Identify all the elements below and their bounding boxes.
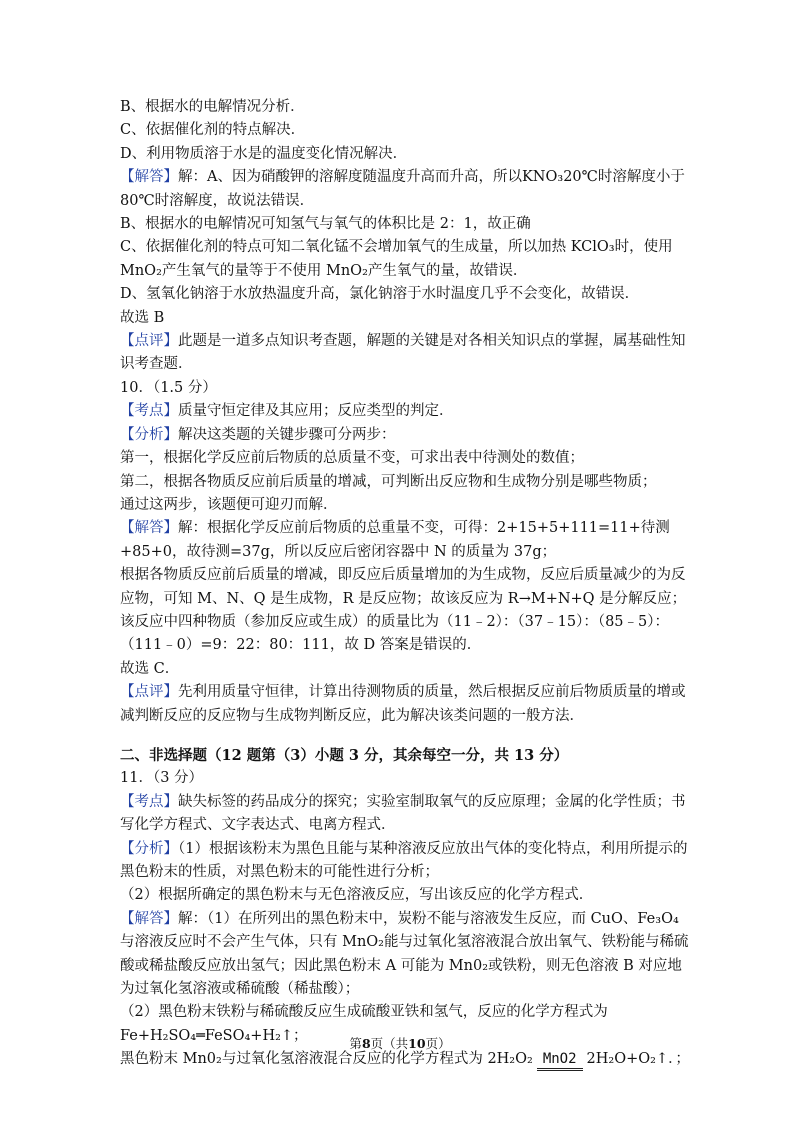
analysis-block <box>120 838 690 885</box>
text-line: D、利用物质溶于水是的温度变化情况解决． <box>120 145 408 162</box>
comment-tag: 【点评】 <box>120 684 178 701</box>
text-line: （2）根据所确定的黑色粉末与无色溶液反应，写出该反应的化学方程式． <box>120 887 594 904</box>
answer-tag: 【解答】 <box>120 520 178 537</box>
knowledge-block <box>120 791 690 838</box>
text-line: 该反应中四种物质（参加反应或生成）的质量比为（11﹣2）：（37﹣15）：（85﹣5）：（111﹣0）=9：22：80：111，故 D 答案是错误的． <box>120 613 670 654</box>
text-line: B、根据水的电解情况可知氢气与氧气的体积比是 2：1，故正确 <box>120 216 531 233</box>
footer-suffix: 页） <box>425 1036 451 1051</box>
knowledge-tag: 【考点】 <box>120 793 178 810</box>
text-line: D、氢氧化钠溶于水放热温度升高，氯化钠溶于水时温度几乎不会变化，故错误． <box>120 286 640 303</box>
answer-text: 解：A、因为硝酸钾的溶解度随温度升高而升高，所以KNO₃20℃时溶解度小于 80℃时溶解度，故说法错误． <box>120 169 685 209</box>
analysis-tag: 【分析】 <box>120 426 178 443</box>
knowledge-text: 缺失标签的药品成分的探究；实验室制取氧气的反应原理；金属的化学性质；书写化学方程式、文字表达式、电离方程式． <box>120 793 686 834</box>
answer-tag: 【解答】 <box>120 910 178 927</box>
answer-text: 解：（1）在所列出的黑色粉末中，炭粉不能与溶液发生反应，而 CuO、Fe₃O₄与溶液反应时不会产生气体，只有 MnO₂能与过氧化氢溶液混合放出氧气、铁粉能与稀硫酸或稀盐酸反应放出氢气；因此黑色粉末 A 可能为 Mn0₂或铁粉，则无色溶液 B 对应地为过氧化氢溶液或稀硫酸（稀盐酸）； <box>120 910 689 998</box>
question-number: 10．（1.5 分） <box>120 379 217 396</box>
knowledge-tag: 【考点】 <box>120 403 178 420</box>
document-body <box>120 96 690 1072</box>
question-number: 11．（3 分） <box>120 770 204 787</box>
knowledge-block <box>120 400 690 423</box>
text-line: 故选 C． <box>120 660 180 677</box>
equation-lead: 黑色粉末 Mn0₂与过氧化氢溶液混合反应的化学方程式为 2H₂O₂ <box>120 1051 533 1068</box>
text-line: C、依据催化剂的特点解决． <box>120 122 306 139</box>
text-line: （2）黑色粉末铁粉与稀硫酸反应生成硫酸亚铁和氢气，反应的化学方程式为 <box>120 1004 608 1021</box>
comment-block <box>120 330 690 377</box>
total-pages: 10 <box>408 1036 426 1051</box>
text-line: 第二，根据各物质反应前后质量的增减，可判断出反应物和生成物分别是哪些物质； <box>120 473 657 490</box>
comment-block <box>120 681 690 728</box>
answer-block <box>120 166 690 213</box>
answer-text: 解：根据化学反应前后物质的总重量不变，可得：2+15+5+111=11+待测+85+0，故待测=37g，所以反应后密闭容器中 N 的质量为 37g； <box>120 520 670 560</box>
page-number: 8 <box>361 1036 371 1051</box>
text-line: 通过这两步，该题便可迎刃而解． <box>120 496 338 513</box>
analysis-text: 解决这类题的关键步骤可分两步： <box>178 426 396 443</box>
analysis-block <box>120 424 690 447</box>
equation-products: 2H₂O+O₂↑．； <box>586 1051 690 1068</box>
footer-prefix: 第 <box>349 1036 362 1051</box>
analysis-text: （1）根据该粉末为黑色且能与某种溶液反应放出气体的变化特点，利用所提示的黑色粉末的性质，对黑色粉末的可能性进行分析； <box>120 840 688 880</box>
knowledge-text: 质量守恒定律及其应用；反应类型的判定． <box>178 403 454 420</box>
answer-tag: 【解答】 <box>120 169 178 186</box>
text-line: 根据各物质反应前后质量的增减，即反应后质量增加的为生成物，反应后质量减少的为反应物，可知 M、N、Q 是生成物，R 是反应物；故该反应为 R→M+N+Q 是分解反应； <box>120 567 687 607</box>
comment-text: 此题是一道多点知识考查题，解题的关键是对各相关知识点的掌握，属基础性知识考查题． <box>120 333 686 373</box>
text-line: C、依据催化剂的特点可知二氧化锰不会增加氧气的生成量，所以加热 KClO₃时，使用 MnO₂产生氧气的量等于不使用 MnO₂产生氧气的量，故错误． <box>120 239 673 279</box>
page-footer <box>0 1034 800 1052</box>
section-heading: 二、非选择题（12 题第（3）小题 3 分，其余每空一分，共 13 分） <box>120 746 569 764</box>
equation-line: Fe+H₂SO₄═FeSO₄+H₂↑； <box>120 1027 308 1044</box>
text-line: B、根据水的电解情况分析． <box>120 99 305 115</box>
comment-text: 先利用质量守恒律，计算出待测物质的质量，然后根据反应前后物质质量的增或减判断反应的反应物与生成物判断反应，此为解决该类问题的一般方法． <box>120 684 686 724</box>
text-line: 第一，根据化学反应前后物质的总质量不变，可求出表中待测处的数值； <box>120 450 584 467</box>
footer-mid: 页（共 <box>370 1036 409 1051</box>
text-line: 故选 B <box>120 309 165 326</box>
comment-tag: 【点评】 <box>120 333 178 350</box>
catalyst-label: MnO2 <box>537 1050 583 1071</box>
answer-block <box>120 517 690 564</box>
answer-block <box>120 908 690 1002</box>
analysis-tag: 【分析】 <box>120 840 178 857</box>
